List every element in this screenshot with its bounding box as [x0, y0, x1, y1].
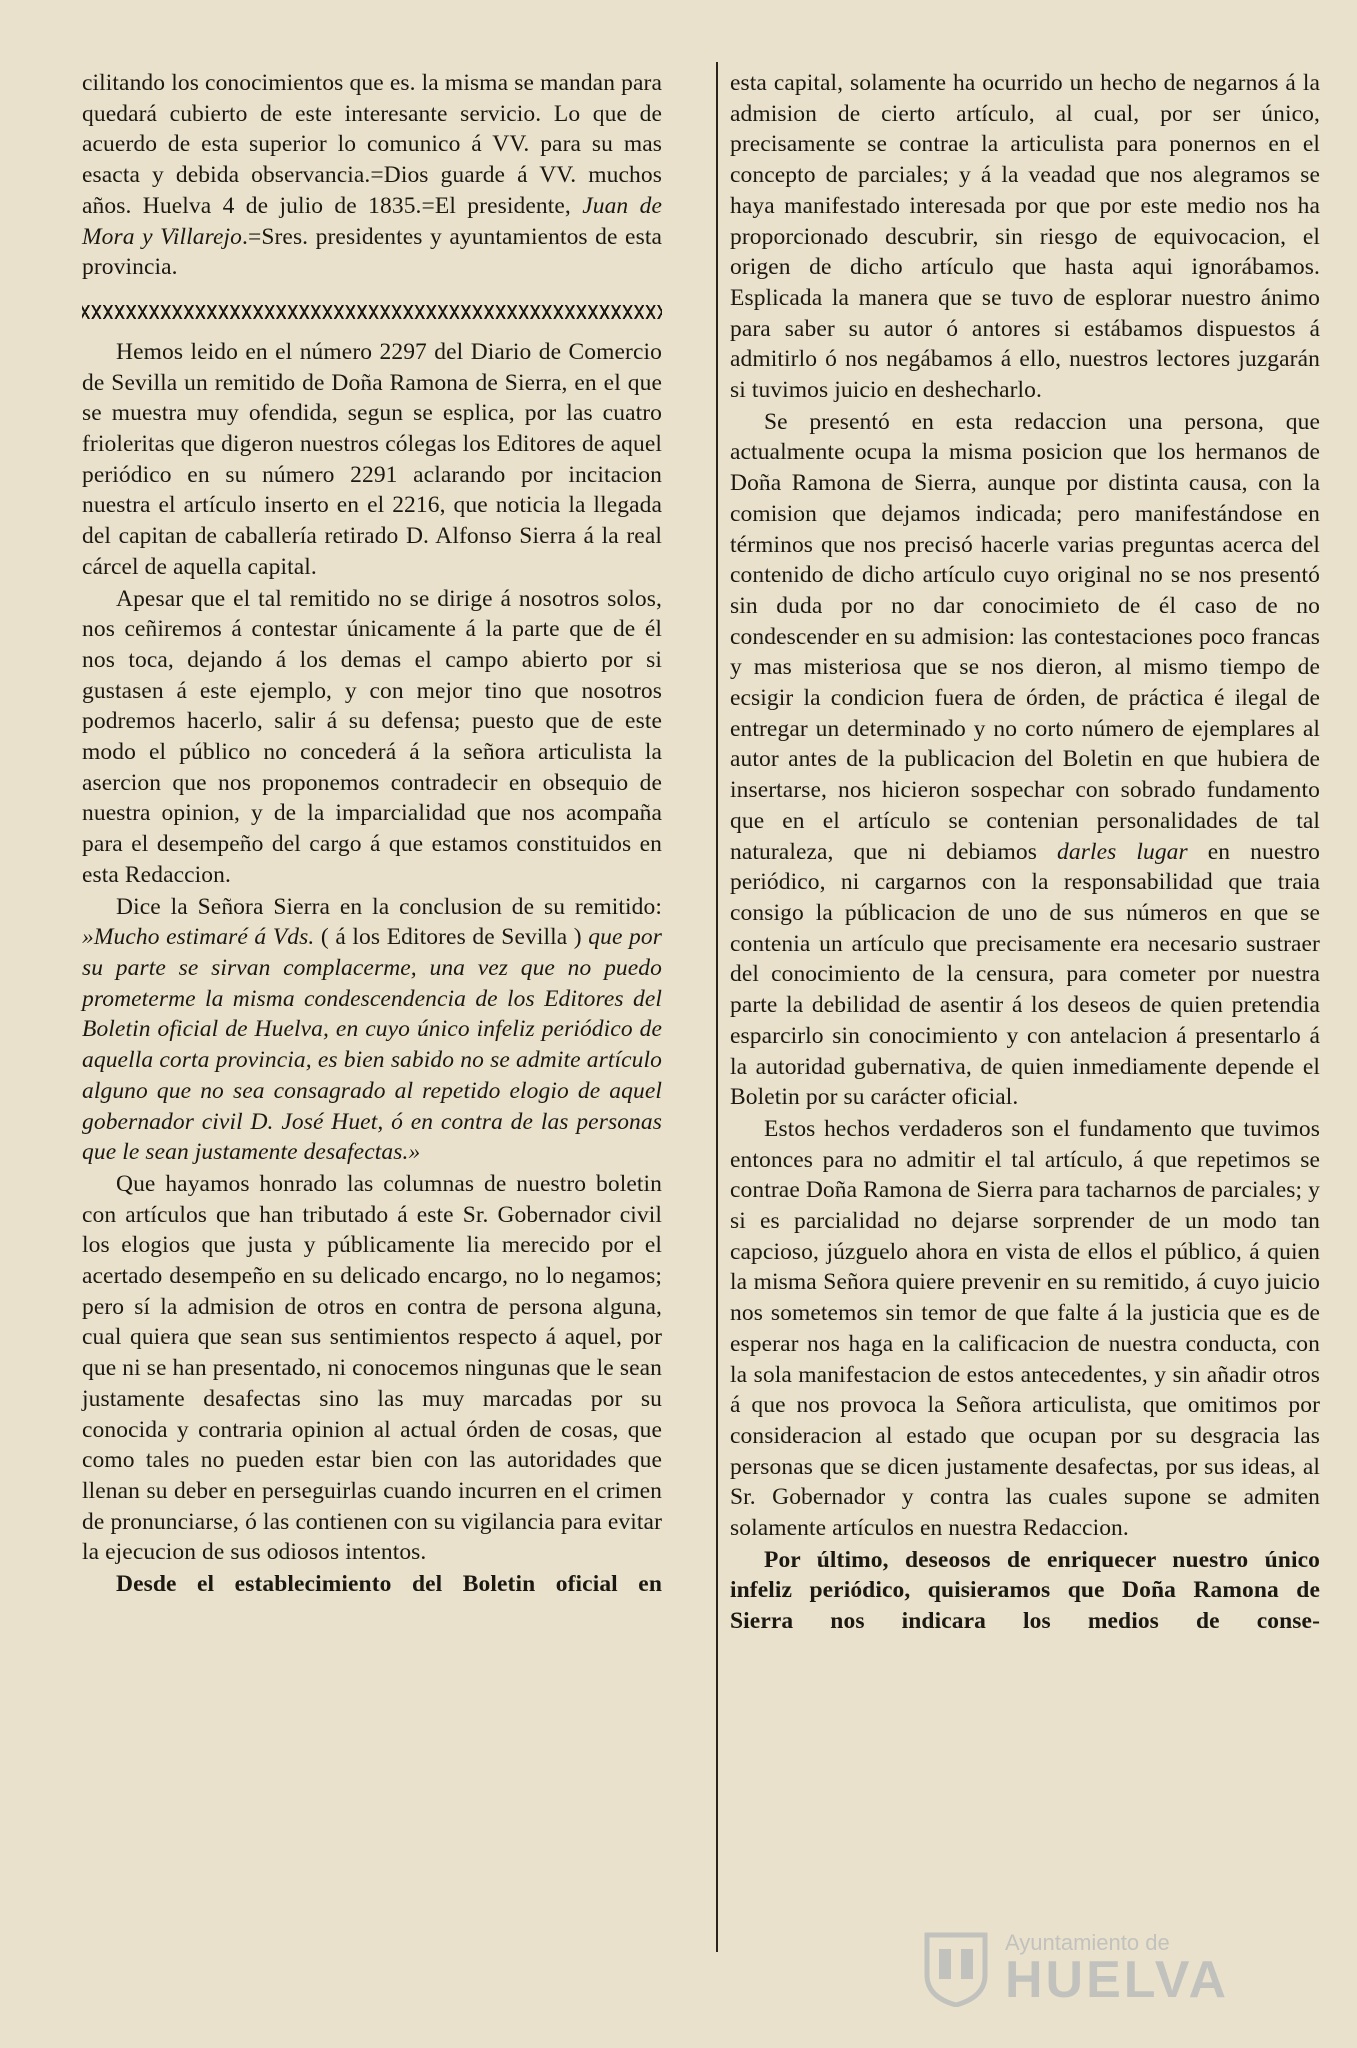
article-paragraph: Hemos leido en el número 2297 del Diario de Comercio de Sevilla un remitido de Doña Ramona de Sierra, en el que se muestra muy ofendida, segun se esplica, por las cuatro frioleritas que digeron nuestros cólegas los Editores de aquel periódico en su número 2291 aclarando por incitacion nuestra el artículo inserto en el 2216, que noticia la llegada del capitan de caballería retirado D. Alfonso Sierra á la real cárcel de aquella capital. [82, 338, 662, 580]
right-column [730, 68, 1320, 1637]
watermark-big-text: HUELVA [1005, 1951, 1230, 2009]
left-column [82, 68, 662, 1600]
archive-watermark [921, 1928, 1301, 2010]
column-divider [716, 62, 718, 1952]
paragraph-text: ( á los Editores de Sevilla ) [314, 924, 589, 951]
article-paragraph: Que hayamos honrado las columnas de nuestro boletin con artículos que han tributado á este Sr. Gobernador civil los elogios que justa y públicamente lia merecido por el acertado desempeño en su delicado encargo, no lo negamos; pero sí la admision de otros en contra de persona alguna, cual quiera que sean sus sentimientos respecto á aquel, por que ni se han presentado, ni conocemos ningunas que le sean justamente desafectas sino las muy marcadas por su conocida y contraria opinion al actual órden de cosas, que como tales no pueden estar bien con las autoridades que llenan su deber en perseguirlas cuando incurren en el crimen de pronunciarse, ó las contienen con su vigilancia para evitar la ejecucion de sus odiosos intentos. [82, 1170, 662, 1566]
article-paragraph: Desde el establecimiento del Boletin oficial en [116, 1571, 662, 1598]
watermark-small-text: Ayuntamiento de [1005, 1930, 1170, 1955]
paragraph-text: Se presentó en esta redaccion una persona, que actualmente ocupa la misma posicion que los hermanos de Doña Ramona de Sierra, aunque por distinta causa, con la comision que dejamos indicada; pero manifestándose en términos que nos precisó hacerle varias preguntas acerca del contenido de dicho artículo cuyo original no se nos presentó sin duda por no dar conocimieto de él caso de no condescender en su admision: las contestaciones poco francas y mas misteriosa que se nos dieron, al mismo tiempo de ecsigir la condicion fuera de órden, de práctica é ilegal de entregar un determinado y no corto número de ejemplares al autor antes de la publicacion del Boletin en que hubiera de insertarse, nos hicieron sospechar con sobrado fundamento que en el artículo se contenian personalidades de tal naturaleza, que ni debiamos [730, 408, 1320, 865]
article-paragraph [82, 68, 662, 283]
italic-text: darles lugar [1057, 838, 1188, 865]
quoted-text: que por su parte se sirvan complacerme, una vez que no puedo prometerme la misma condescendencia de los Editores del Boletin oficial de Huelva, en cuyo único infeliz periódico de aquella corta provincia, es bien sabido no se admite artículo alguno que no sea consagrado al repetido elogio de aquel gobernador civil D. José Huet, ó en contra de las personas que le sean justamente desafectas.» [82, 924, 662, 1166]
article-paragraph: esta capital, solamente ha ocurrido un hecho de negarnos á la admision de cierto artículo, al cual, por ser único, precisamente se contrae la articulista para ponernos en el concepto de parciales; y á la veadad que nos alegramos se haya manifestado interesada por que por este medio nos ha proporcionado descubrir, sin riesgo de equivocacion, el origen de dicho artículo que hasta aqui ignorábamos. Esplicada la manera que se tuvo de esplorar nuestro ánimo para saber su autor ó antores si estábamos dispuestos á admitirlo ó nos negábamos á ello, nuestros lectores juzgarán si tuvimos juicio en deshecharlo. [730, 70, 1320, 404]
article-paragraph [730, 407, 1320, 1113]
ornamental-divider [82, 295, 662, 329]
article-paragraph: Apesar que el tal remitido no se dirige á nosotros solos, nos ceñiremos á contestar únicamente á la parte que de él nos toca, dejando á los demas el campo abierto por si gustasen á este ejemplo, y con mejor tino que nosotros podremos hacerlo, salir á su defensa; puesto que de este modo el público no concederá á la señora articulista la asercion que nos proponemos contradecir en obsequio de nuestra opinion, y de la imparcialidad que nos acompaña para el desempeño del cargo á que estamos constituidos en esta Redaccion. [82, 585, 662, 888]
crest-icon [921, 1931, 991, 2007]
article-paragraph: Por último, deseosos de enriquecer nuestro único infeliz periódico, quisieramos que Doña Ramona de Sierra nos indicara los medios de conse- [730, 1546, 1320, 1635]
article-paragraph [82, 892, 662, 1168]
paragraph-text: .=Sres. presidentes y ayuntamientos de esta provincia. [82, 223, 662, 281]
paragraph-text: Dice la Señora Sierra en la conclusion de su remitido: [116, 893, 662, 920]
quoted-text: »Mucho estimaré á Vds. [82, 924, 315, 951]
paragraph-text: cilitando los conocimientos que es. la misma se mandan para quedará cubierto de este interesante servicio. Lo que de acuerdo de esta superior lo comunico á VV. para su mas esacta y debida observancia.=Dios guarde á VV. muchos años. Huelva 4 de julio de 1835.=El presidente, [82, 70, 662, 219]
paragraph-text: en nuestro periódico, ni cargarnos con la responsabilidad que traia consigo la públicacion de uno de sus números en que se contenia un artículo que precisamente era necesario sustraer del conocimiento de la censura, para cometer por nuestra parte la debilidad de asentir á los deseos de quien pretendia esparcirlo sin conocimiento y con antelacion á presentarlo á la autoridad gubernativa, de quien inmediamente depende el Boletin por su carácter oficial. [730, 838, 1321, 1111]
article-paragraph: Estos hechos verdaderos son el fundamento que tuvimos entonces para no admitir el tal artículo, á que repetimos se contrae Doña Ramona de Sierra para tacharnos de parciales; y si es parcialidad no dejarse sorprender de un modo tan capcioso, júzguelo ahora en vista de ellos el público, á quien la misma Señora quiere prevenir en su remitido, á cuyo juicio nos sometemos sin temor de que falte á la justicia que es de esperar nos haga en la calificacion de nuestra conducta, con la sola manifestacion de estos antecedentes, y sin añadir otros á que nos provoca la Señora articulista, que omitimos por consideracion al estado que ocupan por su desgracia las personas que se dicen justamente desafectas, por sus ideas, al Sr. Gobernador y contra las cuales supone se admiten solamente artículos en nuestra Redaccion. [730, 1115, 1320, 1542]
signature-name: Juan de Mora y Villarejo [82, 192, 662, 250]
